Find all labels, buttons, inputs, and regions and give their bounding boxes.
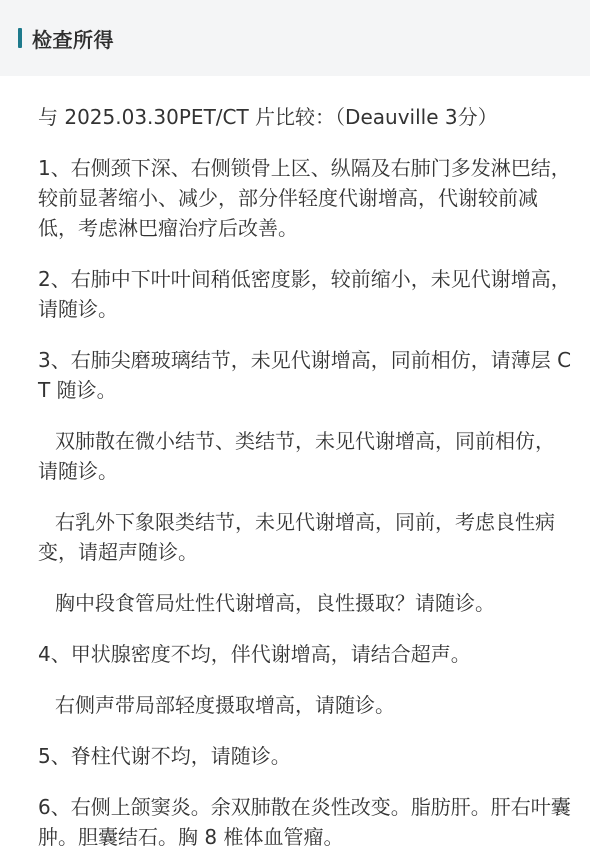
- finding-4-thyroid: 4、甲状腺密度不均，伴代谢增高，请结合超声。: [38, 642, 471, 666]
- finding-3b-bilateral-micronodules: 双肺散在微小结节、类结节，未见代谢增高，同前相仿，请随诊。: [38, 429, 555, 483]
- comparison-line: 与 2025.03.30PET/CT 片比较：（Deauville 3分）: [38, 105, 498, 129]
- section-title: 检查所得: [32, 27, 114, 52]
- section-accent-bar: [18, 28, 22, 48]
- finding-2-right-lung-interlobar: 2、右肺中下叶叶间稍低密度影，较前缩小，未见代谢增高，请随诊。: [38, 267, 571, 321]
- section-header: [0, 0, 590, 76]
- finding-3-ground-glass-nodule: 3、右肺尖磨玻璃结节，未见代谢增高，同前相仿，请薄层 CT 随诊。: [38, 348, 572, 402]
- finding-1-lymph-nodes: 1、右侧颈下深、右侧锁骨上区、纵隔及右肺门多发淋巴结，较前显著缩小、减少，部分伴轻度代谢增高，代谢较前减低，考虑淋巴瘤治疗后改善。: [38, 156, 571, 240]
- finding-3d-esophagus: 胸中段食管局灶性代谢增高，良性摄取？请随诊。: [55, 591, 495, 615]
- report-content: [0, 76, 590, 852]
- finding-3c-breast-nodule: 右乳外下象限类结节，未见代谢增高，同前，考虑良性病变，请超声随诊。: [38, 510, 555, 564]
- finding-6-misc: 6、右侧上颌窦炎。余双肺散在炎性改变。脂肪肝。肝右叶囊肿。胆囊结石。胸 8 椎体血管瘤。: [38, 795, 571, 849]
- finding-5-spine: 5、脊柱代谢不均，请随诊。: [38, 744, 291, 768]
- finding-4b-vocal-cord: 右侧声带局部轻度摄取增高，请随诊。: [55, 693, 395, 717]
